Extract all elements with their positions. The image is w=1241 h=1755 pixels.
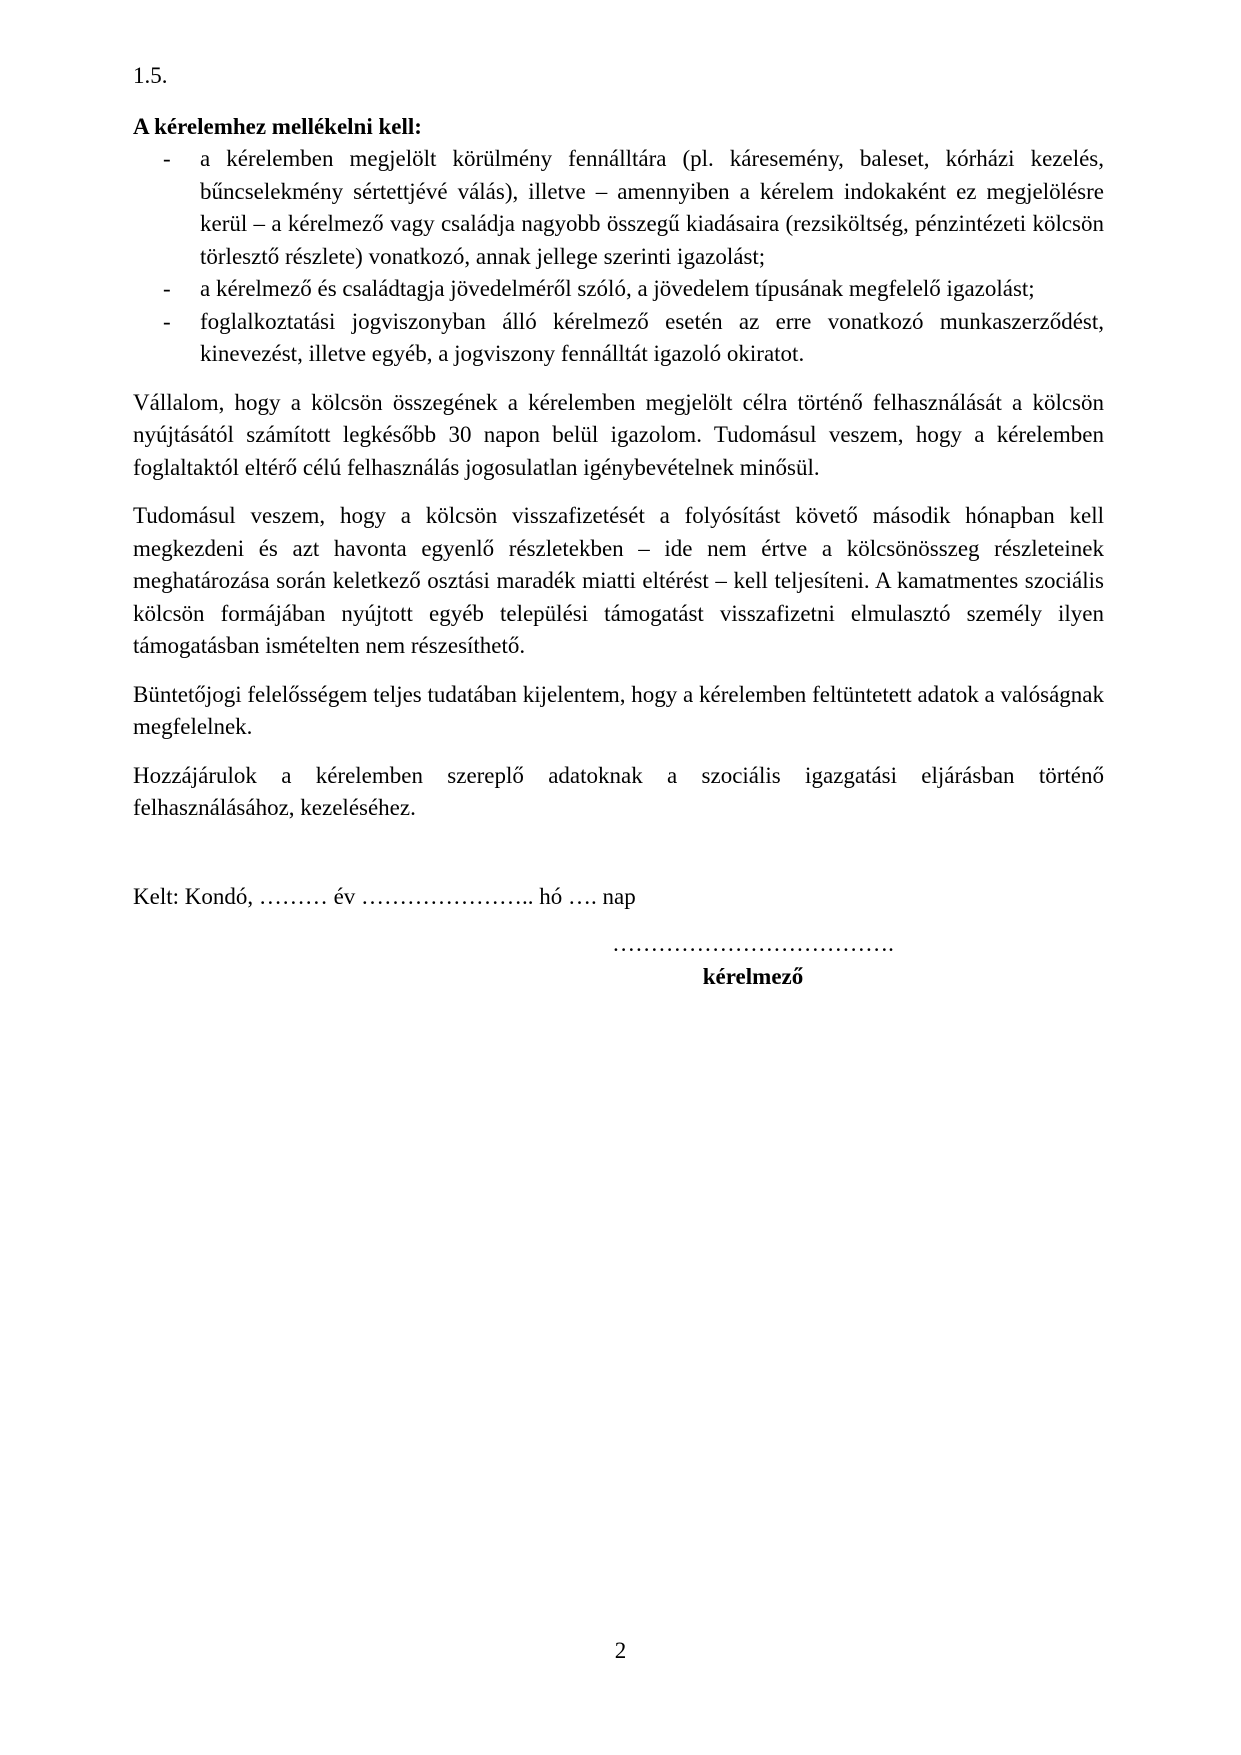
attachments-list: [133, 143, 1104, 371]
list-item: [133, 273, 1104, 306]
list-item-text: a kérelmező és családtagja jövedelméről szóló, a jövedelem típusának megfelelő igazolást;: [200, 276, 1035, 301]
signature-label: kérelmező: [702, 963, 804, 989]
signature-block: [603, 928, 903, 993]
attachments-heading: A kérelemhez mellékelni kell:: [133, 113, 422, 139]
body-paragraph: Hozzájárulok a kérelemben szereplő adatoknak a szociális igazgatási eljárásban történő felhasználásához, kezeléséhez.: [133, 762, 1104, 820]
date-place-line: Kelt: Kondó, ……… év ………………….. hó …. nap: [133, 883, 636, 909]
bullet-dash: -: [163, 146, 171, 171]
section-number: 1.5.: [133, 63, 168, 88]
body-paragraph: Büntetőjogi felelősségem teljes tudatában kijelentem, hogy a kérelemben feltüntetett adatok a valóságnak megfelelnek.: [133, 681, 1104, 739]
signature-dotted-line: ……………………………….: [612, 931, 894, 956]
body-paragraph: Vállalom, hogy a kölcsön összegének a kérelemben megjelölt célra történő felhasználását a kölcsön nyújtásától számított legkésőbb 30 napon belül igazolom. Tudomásul veszem, hogy a kérelemben foglaltaktól eltérő célú felhasználás jogosulatlan igénybevételnek minősül.: [133, 389, 1104, 480]
body-paragraph: Tudomásul veszem, hogy a kölcsön visszafizetését a folyósítást követő második hónapban kell megkezdeni és azt havonta egyenlő részletekben – ide nem értve a kölcsönösszeg részleteinek meghatározása során keletkező osztási maradék miatti eltérést – kell teljesíteni. A kamatmentes szociális kölcsön formájában nyújtott egyéb települési támogatást visszafizetni elmulasztó személy ilyen támogatásban ismételten nem részesíthető.: [133, 503, 1104, 658]
bullet-dash: -: [163, 308, 171, 334]
bullet-dash: -: [163, 276, 171, 301]
list-item: [133, 143, 1104, 273]
list-item: [133, 306, 1104, 371]
page-number: 2: [614, 1638, 627, 1663]
list-item-text: foglalkoztatási jogviszonyban álló kérelmező esetén az erre vonatkozó munkaszerződést, kinevezést, illetve egyéb, a jogviszony fennálltát igazoló okiratot.: [200, 308, 1104, 366]
list-item-text: a kérelemben megjelölt körülmény fennálltára (pl. káresemény, baleset, kórházi kezelés, bűncselekmény sértettjévé válás), illetve – amennyiben a kérelem indokaként ez megjelölésre kerül – a kérelmező vagy családja nagyobb összegű kiadásaira (rezsiköltség, pénzintézeti kölcsön törlesztő részlete) vonatkozó, annak jellege szerinti igazolást;: [200, 146, 1104, 269]
